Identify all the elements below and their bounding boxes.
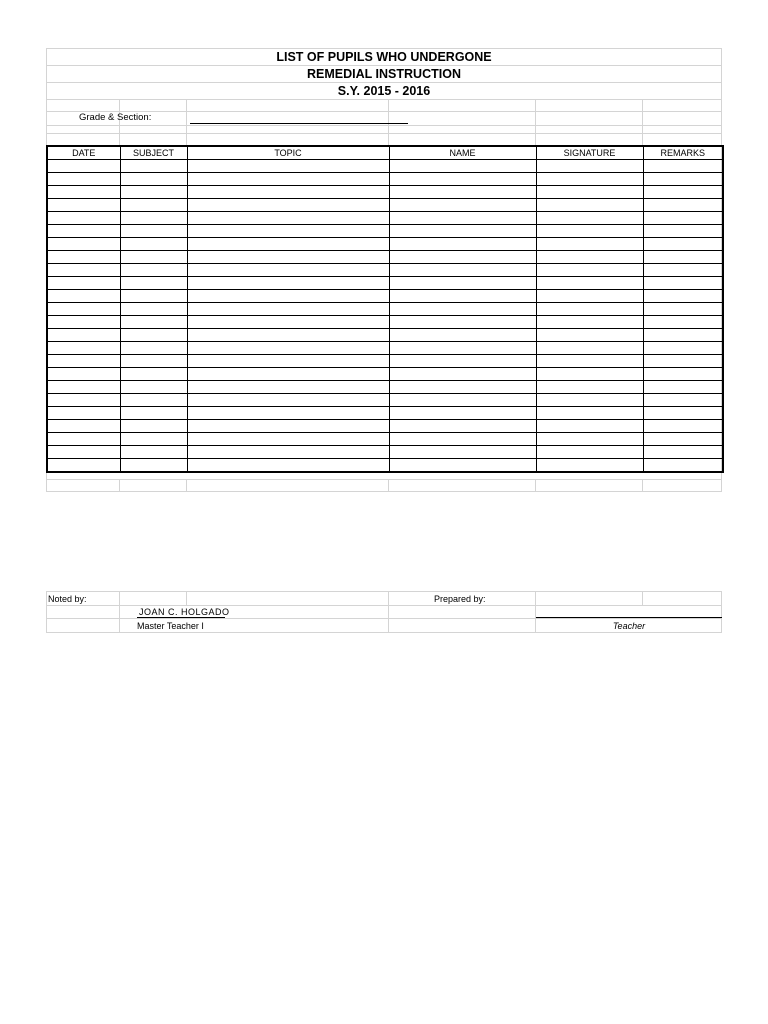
cell-topic[interactable] bbox=[187, 342, 389, 355]
table-row bbox=[47, 381, 723, 394]
table-row bbox=[47, 238, 723, 251]
cell-name[interactable] bbox=[389, 355, 536, 368]
cell-remarks[interactable] bbox=[643, 264, 723, 277]
noted-by-title: Master Teacher I bbox=[137, 621, 204, 631]
cell-subject[interactable] bbox=[120, 160, 187, 173]
cell-subject[interactable] bbox=[120, 238, 187, 251]
cell-subject[interactable] bbox=[120, 394, 187, 407]
cell-topic[interactable] bbox=[187, 199, 389, 212]
table-row bbox=[47, 446, 723, 459]
cell-topic[interactable] bbox=[187, 251, 389, 264]
cell-name[interactable] bbox=[389, 420, 536, 433]
table-row bbox=[47, 342, 723, 355]
cell-date[interactable] bbox=[47, 238, 120, 251]
cell-signature[interactable] bbox=[536, 264, 643, 277]
prepared-by-signature-line bbox=[536, 617, 722, 618]
cell-remarks[interactable] bbox=[643, 381, 723, 394]
school-year: S.Y. 2015 - 2016 bbox=[337, 84, 431, 98]
form-title-line2: REMEDIAL INSTRUCTION bbox=[307, 67, 461, 81]
cell-signature[interactable] bbox=[536, 420, 643, 433]
cell-signature[interactable] bbox=[536, 199, 643, 212]
noted-by-underline bbox=[137, 617, 225, 618]
cell-signature[interactable] bbox=[536, 303, 643, 316]
cell-subject[interactable] bbox=[120, 459, 187, 473]
cell-remarks[interactable] bbox=[643, 173, 723, 186]
cell-name[interactable] bbox=[389, 225, 536, 238]
cell-name[interactable] bbox=[389, 212, 536, 225]
cell-remarks[interactable] bbox=[643, 407, 723, 420]
table-header-row bbox=[47, 146, 723, 160]
cell-subject[interactable] bbox=[120, 355, 187, 368]
cell-signature[interactable] bbox=[536, 186, 643, 199]
form-sheet bbox=[46, 48, 722, 492]
prepared-by-label: Prepared by: bbox=[434, 594, 486, 604]
cell-date[interactable] bbox=[47, 186, 120, 199]
cell-signature[interactable] bbox=[536, 381, 643, 394]
cell-topic[interactable] bbox=[187, 303, 389, 316]
cell-name[interactable] bbox=[389, 316, 536, 329]
pupils-table bbox=[46, 145, 724, 473]
cell-topic[interactable] bbox=[187, 407, 389, 420]
gridline bbox=[388, 591, 389, 633]
cell-date[interactable] bbox=[47, 446, 120, 459]
cell-remarks[interactable] bbox=[643, 238, 723, 251]
cell-name[interactable] bbox=[389, 238, 536, 251]
cell-date[interactable] bbox=[47, 407, 120, 420]
gridline bbox=[535, 99, 536, 145]
column-header-remarks: REMARKS bbox=[643, 146, 723, 160]
cell-topic[interactable] bbox=[187, 264, 389, 277]
table-row bbox=[47, 173, 723, 186]
table-row bbox=[47, 303, 723, 316]
cell-signature[interactable] bbox=[536, 446, 643, 459]
table-row bbox=[47, 290, 723, 303]
grade-section-label: Grade & Section: bbox=[79, 112, 152, 123]
cell-date[interactable] bbox=[47, 225, 120, 238]
cell-topic[interactable] bbox=[187, 368, 389, 381]
gridline bbox=[119, 591, 120, 633]
column-header-name: NAME bbox=[389, 146, 536, 160]
cell-name[interactable] bbox=[389, 173, 536, 186]
cell-subject[interactable] bbox=[120, 225, 187, 238]
gridline bbox=[46, 125, 722, 126]
cell-name[interactable] bbox=[389, 381, 536, 394]
cell-remarks[interactable] bbox=[643, 186, 723, 199]
cell-topic[interactable] bbox=[187, 329, 389, 342]
cell-date[interactable] bbox=[47, 264, 120, 277]
table-row bbox=[47, 394, 723, 407]
form-title-line1: LIST OF PUPILS WHO UNDERGONE bbox=[276, 50, 492, 64]
gridline bbox=[388, 479, 389, 492]
cell-subject[interactable] bbox=[120, 303, 187, 316]
cell-name[interactable] bbox=[389, 433, 536, 446]
cell-subject[interactable] bbox=[120, 264, 187, 277]
cell-signature[interactable] bbox=[536, 316, 643, 329]
cell-subject[interactable] bbox=[120, 342, 187, 355]
cell-signature[interactable] bbox=[536, 394, 643, 407]
gridline bbox=[46, 618, 722, 619]
cell-remarks[interactable] bbox=[643, 225, 723, 238]
cell-name[interactable] bbox=[389, 251, 536, 264]
cell-topic[interactable] bbox=[187, 225, 389, 238]
gridline bbox=[46, 591, 47, 633]
cell-date[interactable] bbox=[47, 355, 120, 368]
cell-name[interactable] bbox=[389, 303, 536, 316]
cell-name[interactable] bbox=[389, 446, 536, 459]
gridline bbox=[388, 99, 389, 145]
gridline bbox=[186, 99, 187, 145]
cell-topic[interactable] bbox=[187, 420, 389, 433]
cell-subject[interactable] bbox=[120, 316, 187, 329]
table-row bbox=[47, 212, 723, 225]
cell-signature[interactable] bbox=[536, 277, 643, 290]
cell-signature[interactable] bbox=[536, 407, 643, 420]
cell-remarks[interactable] bbox=[643, 160, 723, 173]
table-row bbox=[47, 368, 723, 381]
cell-name[interactable] bbox=[389, 186, 536, 199]
cell-signature[interactable] bbox=[536, 290, 643, 303]
cell-name[interactable] bbox=[389, 407, 536, 420]
cell-topic[interactable] bbox=[187, 160, 389, 173]
cell-date[interactable] bbox=[47, 394, 120, 407]
cell-subject[interactable] bbox=[120, 186, 187, 199]
cell-date[interactable] bbox=[47, 381, 120, 394]
cell-date[interactable] bbox=[47, 160, 120, 173]
cell-name[interactable] bbox=[389, 459, 536, 473]
table-row bbox=[47, 251, 723, 264]
cell-name[interactable] bbox=[389, 329, 536, 342]
cell-subject[interactable] bbox=[120, 173, 187, 186]
cell-date[interactable] bbox=[47, 316, 120, 329]
cell-topic[interactable] bbox=[187, 316, 389, 329]
cell-remarks[interactable] bbox=[643, 316, 723, 329]
table-row bbox=[47, 316, 723, 329]
cell-subject[interactable] bbox=[120, 433, 187, 446]
cell-signature[interactable] bbox=[536, 368, 643, 381]
gridline bbox=[186, 591, 187, 605]
cell-topic[interactable] bbox=[187, 277, 389, 290]
table-row bbox=[47, 433, 723, 446]
cell-signature[interactable] bbox=[536, 212, 643, 225]
cell-remarks[interactable] bbox=[643, 433, 723, 446]
cell-name[interactable] bbox=[389, 277, 536, 290]
cell-date[interactable] bbox=[47, 420, 120, 433]
cell-date[interactable] bbox=[47, 342, 120, 355]
gridline bbox=[46, 133, 722, 134]
cell-subject[interactable] bbox=[120, 420, 187, 433]
cell-topic[interactable] bbox=[187, 186, 389, 199]
table-row bbox=[47, 186, 723, 199]
cell-remarks[interactable] bbox=[643, 420, 723, 433]
cell-remarks[interactable] bbox=[643, 368, 723, 381]
table-row bbox=[47, 277, 723, 290]
cell-date[interactable] bbox=[47, 303, 120, 316]
gridline bbox=[119, 479, 120, 492]
cell-subject[interactable] bbox=[120, 446, 187, 459]
cell-topic[interactable] bbox=[187, 355, 389, 368]
cell-subject[interactable] bbox=[120, 290, 187, 303]
cell-date[interactable] bbox=[47, 277, 120, 290]
cell-remarks[interactable] bbox=[643, 329, 723, 342]
cell-signature[interactable] bbox=[536, 225, 643, 238]
cell-topic[interactable] bbox=[187, 212, 389, 225]
table-row bbox=[47, 355, 723, 368]
cell-subject[interactable] bbox=[120, 329, 187, 342]
table-row bbox=[47, 420, 723, 433]
gridline bbox=[46, 479, 722, 480]
cell-date[interactable] bbox=[47, 459, 120, 473]
cell-subject[interactable] bbox=[120, 212, 187, 225]
table-row bbox=[47, 225, 723, 238]
cell-remarks[interactable] bbox=[643, 277, 723, 290]
cell-subject[interactable] bbox=[120, 251, 187, 264]
cell-signature[interactable] bbox=[536, 160, 643, 173]
cell-date[interactable] bbox=[47, 329, 120, 342]
noted-by-label: Noted by: bbox=[48, 594, 87, 604]
gridline bbox=[46, 591, 722, 592]
cell-date[interactable] bbox=[47, 251, 120, 264]
cell-topic[interactable] bbox=[187, 433, 389, 446]
cell-topic[interactable] bbox=[187, 459, 389, 473]
cell-name[interactable] bbox=[389, 199, 536, 212]
cell-signature[interactable] bbox=[536, 238, 643, 251]
cell-remarks[interactable] bbox=[643, 199, 723, 212]
cell-name[interactable] bbox=[389, 342, 536, 355]
noted-by-name: JOAN C. HOLGADO bbox=[139, 607, 230, 617]
cell-remarks[interactable] bbox=[643, 446, 723, 459]
cell-topic[interactable] bbox=[187, 173, 389, 186]
cell-topic[interactable] bbox=[187, 446, 389, 459]
gridline bbox=[186, 479, 187, 492]
gridline bbox=[642, 591, 643, 605]
cell-remarks[interactable] bbox=[643, 303, 723, 316]
cell-name[interactable] bbox=[389, 290, 536, 303]
cell-remarks[interactable] bbox=[643, 342, 723, 355]
cell-remarks[interactable] bbox=[643, 394, 723, 407]
cell-subject[interactable] bbox=[120, 381, 187, 394]
cell-signature[interactable] bbox=[536, 459, 643, 473]
column-header-signature: SIGNATURE bbox=[536, 146, 643, 160]
cell-topic[interactable] bbox=[187, 394, 389, 407]
table-row bbox=[47, 407, 723, 420]
cell-signature[interactable] bbox=[536, 251, 643, 264]
cell-name[interactable] bbox=[389, 264, 536, 277]
cell-remarks[interactable] bbox=[643, 251, 723, 264]
cell-date[interactable] bbox=[47, 368, 120, 381]
gridline bbox=[535, 479, 536, 492]
gridline bbox=[46, 491, 722, 492]
cell-signature[interactable] bbox=[536, 433, 643, 446]
cell-remarks[interactable] bbox=[643, 355, 723, 368]
cell-date[interactable] bbox=[47, 290, 120, 303]
table-row bbox=[47, 160, 723, 173]
cell-date[interactable] bbox=[47, 173, 120, 186]
cell-remarks[interactable] bbox=[643, 212, 723, 225]
cell-date[interactable] bbox=[47, 433, 120, 446]
cell-signature[interactable] bbox=[536, 342, 643, 355]
table-row bbox=[47, 329, 723, 342]
cell-signature[interactable] bbox=[536, 329, 643, 342]
cell-subject[interactable] bbox=[120, 407, 187, 420]
gridline bbox=[46, 632, 722, 633]
cell-name[interactable] bbox=[389, 394, 536, 407]
cell-signature[interactable] bbox=[536, 173, 643, 186]
cell-date[interactable] bbox=[47, 212, 120, 225]
cell-subject[interactable] bbox=[120, 199, 187, 212]
cell-topic[interactable] bbox=[187, 381, 389, 394]
cell-topic[interactable] bbox=[187, 290, 389, 303]
cell-topic[interactable] bbox=[187, 238, 389, 251]
prepared-by-title: Teacher bbox=[612, 621, 646, 631]
column-header-subject: SUBJECT bbox=[120, 146, 187, 160]
column-header-topic: TOPIC bbox=[187, 146, 389, 160]
cell-date[interactable] bbox=[47, 199, 120, 212]
signature-section bbox=[46, 591, 722, 633]
cell-remarks[interactable] bbox=[643, 290, 723, 303]
grade-section-underline bbox=[190, 123, 408, 124]
gridline bbox=[642, 479, 643, 492]
column-header-date: DATE bbox=[47, 146, 120, 160]
cell-remarks[interactable] bbox=[643, 459, 723, 473]
table-row bbox=[47, 199, 723, 212]
cell-name[interactable] bbox=[389, 368, 536, 381]
table-row bbox=[47, 264, 723, 277]
cell-subject[interactable] bbox=[120, 277, 187, 290]
cell-name[interactable] bbox=[389, 160, 536, 173]
table-row bbox=[47, 459, 723, 473]
cell-signature[interactable] bbox=[536, 355, 643, 368]
gridline bbox=[642, 99, 643, 145]
cell-subject[interactable] bbox=[120, 368, 187, 381]
